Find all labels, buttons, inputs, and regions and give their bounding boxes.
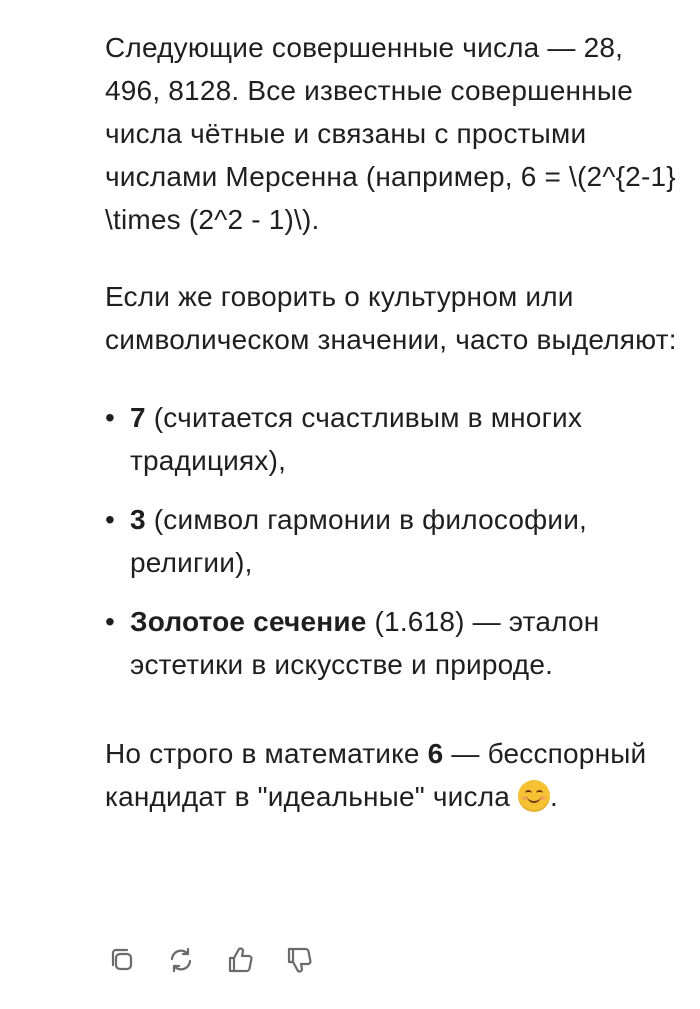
regenerate-button[interactable] bbox=[165, 942, 197, 978]
list-item-bold: 3 bbox=[130, 504, 146, 535]
message-paragraph-2: Если же говорить о культурном или символическом значении, часто выделяют: bbox=[105, 281, 677, 355]
thumbs-down-icon bbox=[284, 945, 314, 975]
paragraph-3-bold: 6 bbox=[427, 738, 444, 769]
list-item bbox=[105, 600, 685, 686]
paragraph-3-text-middle: — бесспорный кандидат в "идеальные" числа bbox=[105, 738, 647, 812]
dislike-button[interactable] bbox=[283, 942, 315, 978]
smiling-face-emoji-icon bbox=[518, 780, 550, 812]
list-item-bold: 7 bbox=[130, 402, 146, 433]
paragraph-3-text-start: Но строго в математике bbox=[105, 738, 428, 769]
list-item-text: (символ гармонии в философии, религии), bbox=[130, 504, 588, 578]
copy-button[interactable] bbox=[106, 942, 138, 978]
list-item bbox=[105, 498, 685, 584]
bullet-dot: • bbox=[105, 504, 116, 535]
copy-icon bbox=[107, 945, 137, 975]
refresh-icon bbox=[166, 945, 196, 975]
assistant-message bbox=[105, 26, 685, 818]
bullet-list bbox=[105, 396, 685, 686]
bullet-dot: • bbox=[105, 402, 116, 433]
list-item-text: (считается счастливым в многих традициях), bbox=[130, 402, 583, 476]
message-paragraph-3 bbox=[105, 732, 685, 818]
bullet-dot: • bbox=[105, 606, 116, 637]
message-actions-bar bbox=[106, 942, 315, 978]
list-item-text: (1.618) — эталон эстетики в искусстве и природе. bbox=[130, 606, 600, 680]
like-button[interactable] bbox=[224, 942, 256, 978]
paragraph-3-text-end: . bbox=[550, 781, 559, 812]
list-item bbox=[105, 396, 685, 482]
thumbs-up-icon bbox=[225, 945, 255, 975]
message-paragraph-1: Следующие совершенные числа — 28, 496, 8128. Все известные совершенные числа чётные и связаны с простыми числами Мерсенна (например, 6 = \(2^{2-1} \times (2^2 - 1)\). bbox=[105, 32, 676, 235]
list-item-bold: Золотое сечение bbox=[130, 606, 367, 637]
